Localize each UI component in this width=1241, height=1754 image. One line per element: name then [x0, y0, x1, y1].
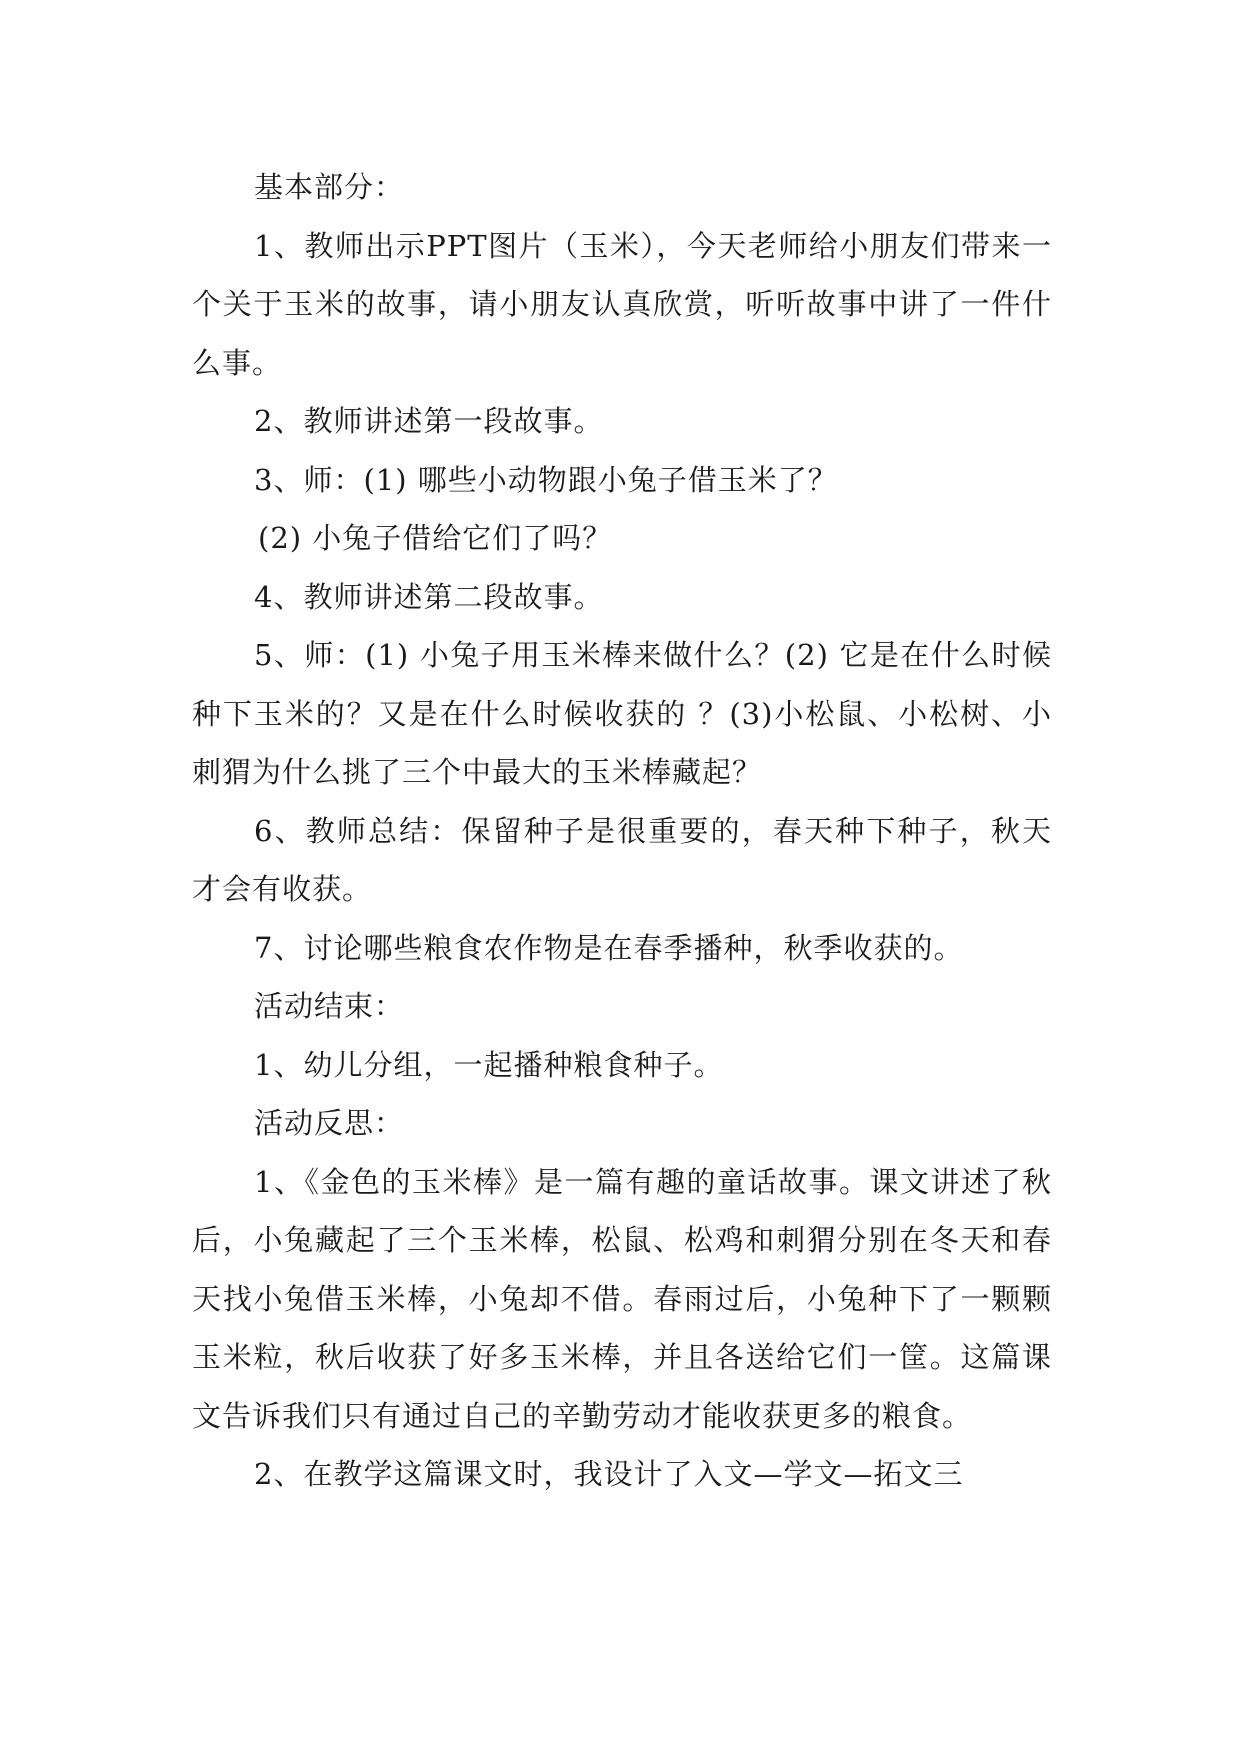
paragraph-step-1: 1、教师出示PPT图片（玉米），今天老师给小朋友们带来一个关于玉米的故事，请小朋友认真欣赏，听听故事中讲了一件什么事。 — [192, 228, 1052, 380]
section-heading-reflection: 活动反思： — [254, 1106, 405, 1140]
paragraph-step-5: 5、师：(1) 小兔子用玉米棒来做什么？(2) 它是在什么时候种下玉米的？又是在什么时候收获的 ？(3)小松鼠、小松树、小刺猬为什么挑了三个中最大的玉米棒藏起？ — [192, 638, 1052, 789]
paragraph-step-3-sub: (2) 小兔子借给它们了吗？ — [258, 521, 613, 555]
paragraph-reflection-2: 2、在教学这篇课文时，我设计了入文—学文—拓文三 — [254, 1457, 964, 1491]
paragraph-step-6: 6、教师总结：保留种子是很重要的，春天种下种子，秋天才会有收获。 — [192, 813, 1052, 906]
paragraph-end-1: 1、幼儿分组，一起播种粮食种子。 — [254, 1047, 724, 1082]
paragraph-step-2: 2、教师讲述第一段故事。 — [254, 404, 604, 438]
paragraph-step-7: 7、讨论哪些粮食农作物是在春季播种，秋季收获的。 — [254, 930, 964, 965]
paragraph-reflection-1: 1、《金色的玉米棒》是一篇有趣的童话故事。课文讲述了秋后，小兔藏起了三个玉米棒，松鼠、松鸡和刺猬分别在冬天和春天找小兔借玉米棒，小兔却不借。春雨过后，小兔种下了一颗颗玉米粒，秋后收获了好多玉米棒，并且各送给它们一筐。这篇课文告诉我们只有通过自己的辛勤劳动才能收获更多的粮食。 — [192, 1164, 1052, 1433]
paragraph-step-4: 4、教师讲述第二段故事。 — [254, 579, 604, 614]
document-body — [192, 158, 1052, 1504]
paragraph-step-3: 3、师：(1) 哪些小动物跟小兔子借玉米了？ — [254, 462, 838, 497]
section-heading-basic: 基本部分： — [254, 170, 405, 204]
section-heading-end: 活动结束： — [254, 989, 405, 1023]
